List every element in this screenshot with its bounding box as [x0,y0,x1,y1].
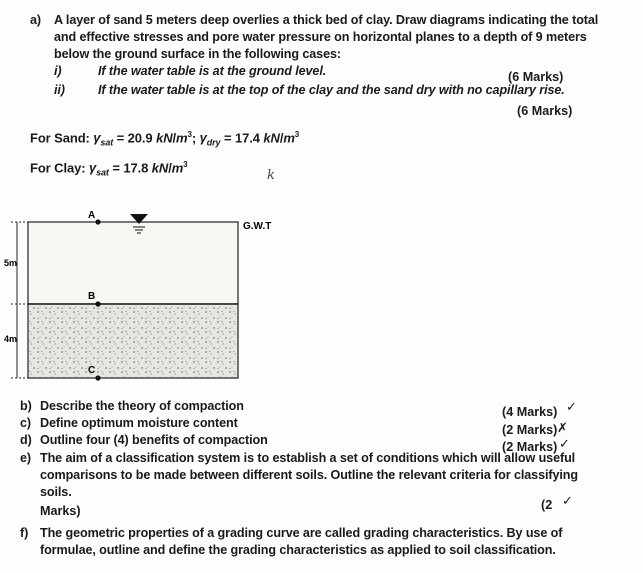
clay-properties: For Clay: $\gamma_{sat} = 17.8$ $kN/m^3$ [30,160,188,178]
dimension-5m: 5m [4,258,18,268]
question-d-label: d) [20,433,32,447]
question-c-cross-icon: ✗ [557,421,568,436]
point-b-label: B [88,291,96,302]
case-ii-label: ii) [54,83,65,97]
case-ii-marks: (6 Marks) [517,104,573,118]
point-a-label: A [88,210,96,221]
question-a-label: a) [30,13,41,27]
gwt-label: G.W.T [243,221,272,232]
question-b-marks: (4 Marks) [502,405,558,419]
point-c-marker [95,375,100,380]
question-f-line-1: The geometric properties of a grading curve are called grading characteristics. By use of [40,526,563,540]
question-a-line-1: A layer of sand 5 meters deep overlies a thick bed of clay. Draw diagrams indicating the total [54,13,599,27]
sand-layer [28,222,238,304]
point-b-marker [95,301,100,306]
case-ii-text: If the water table is at the top of the clay and the sand dry with no capillary rise. [98,83,565,97]
case-i-label: i) [54,64,62,78]
question-c-text: Define optimum moisture content [40,416,238,430]
question-e-label: e) [20,451,31,465]
question-c-marks: (2 Marks) [502,423,558,437]
case-i-marks: (6 Marks) [508,70,564,84]
question-a-line-3: below the ground surface in the following cases: [54,47,341,61]
dimension-4m: 4m [4,334,18,344]
question-d-check-icon: ✓ [559,437,570,452]
question-b-label: b) [20,399,32,413]
question-d-marks: (2 Marks) [502,440,558,454]
point-a-marker [95,219,100,224]
question-b-check-icon: ✓ [566,400,577,415]
question-a-line-2: and effective stresses and pore water pressure on horizontal planes to a depth of 9 meters [54,30,587,44]
soil-profile-figure [0,200,300,390]
question-d-text: Outline four (4) benefits of compaction [40,433,268,447]
question-e-line-3: soils. [40,485,72,499]
case-i-text: If the water table is at the ground level. [98,64,327,78]
question-e-line-1: The aim of a classification system is to establish a set of conditions which will allow useful [40,451,576,465]
question-f-label: f) [20,526,29,540]
point-c-label: C [88,365,96,376]
question-e-line-2: comparisons to be made between different soils. Outline the relevant criteria for classifying [40,468,578,482]
question-e-check-icon: ✓ [562,494,573,509]
question-b-text: Describe the theory of compaction [40,399,244,413]
clay-layer [28,304,238,378]
question-f-line-2: formulae, outline and define the grading characteristics as applied to soil classification. [40,543,556,557]
handwritten-mark: k [267,168,275,183]
question-e-marks-close: Marks) [40,504,81,518]
sand-properties: For Sand: $\gamma_{sat} = 20.9$ $kN/m^3$; $\gamma_{dry} = 17.4$ $kN/m^3$ [30,130,300,148]
question-c-label: c) [20,416,31,430]
question-e-marks-open: (2 [541,498,553,512]
